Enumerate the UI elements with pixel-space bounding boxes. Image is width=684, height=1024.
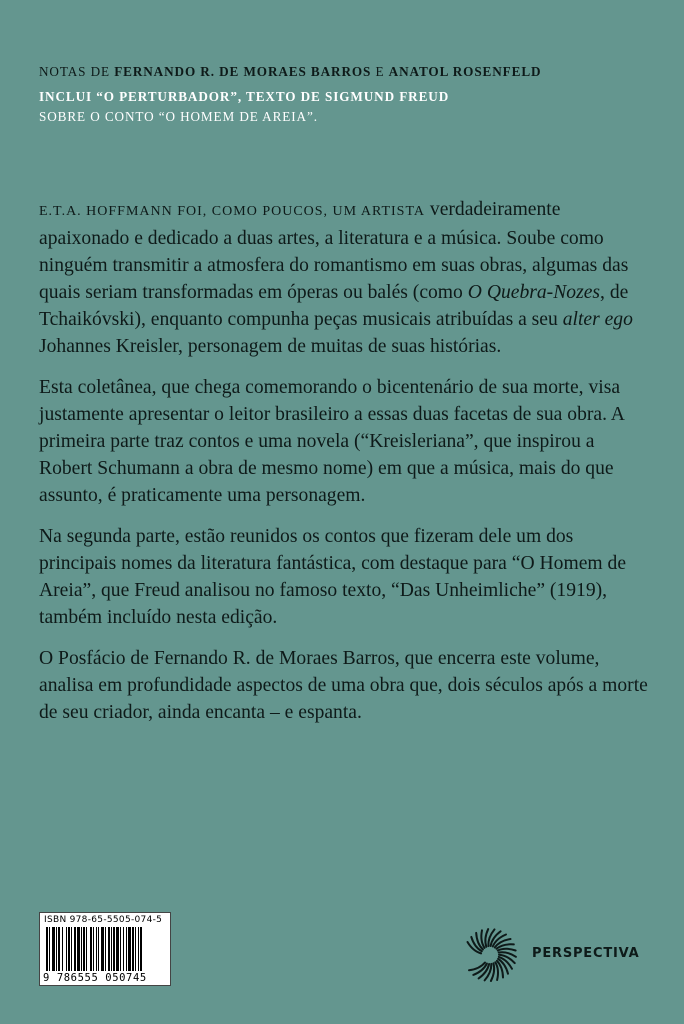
work-title-prefix: O	[467, 282, 487, 303]
blurb-text	[39, 196, 651, 740]
isbn-label: ISBN 978-65-5505-074-5	[44, 915, 163, 925]
blurb-paragraph-3: Na segunda parte, estão reunidos os contos que fizeram dele um dos principais nomes da literatura fantástica, com destaque para “O Homem de Areia”, que Freud analisou no famoso texto, “Das Unheimliche” (1919), também incluído nesta edição.	[39, 526, 627, 628]
sunburst-ray	[498, 949, 516, 951]
barcode-bar	[126, 927, 127, 971]
publisher-name: PERSPECTIVA	[532, 946, 640, 961]
barcode-bar	[71, 927, 72, 971]
includes-prefix: INCLUI	[39, 89, 93, 104]
barcode-bar	[135, 927, 136, 971]
isbn-barcode	[39, 912, 171, 986]
barcode-bar	[74, 927, 76, 971]
barcode-bar	[56, 927, 57, 971]
barcode-bar	[96, 927, 97, 971]
blurb-p1-part-c: Johannes Kreisler, personagem de muitas de suas histórias.	[39, 336, 502, 357]
barcode-bar	[46, 927, 48, 971]
blurb-p1-part-b: , de Tchaikóvski), enquanto compunha peças musicais atribuídas a seu	[39, 282, 629, 330]
sunburst-logo-icon	[460, 925, 524, 985]
notes-author-1: FERNANDO R. DE MORAES BARROS	[114, 64, 372, 79]
sunburst-ray	[481, 930, 484, 948]
includes-title: “O PERTURBADOR”, TEXTO DE SIGMUND FREUD	[96, 89, 450, 104]
barcode-bar	[62, 927, 63, 971]
blurb-paragraph-1	[39, 196, 651, 360]
publisher-logo	[460, 925, 650, 985]
blurb-paragraph-2: Esta coletânea, que chega comemorando o bicentenário de sua morte, visa justamente apresentar o leitor brasileiro a essas duas facetas de sua obra. A primeira parte traz contos e uma novela (“Kreisleriana”, que inspirou a Robert Schumann a obra de mesmo nome) em que a música, mais do que assunto, é praticamente uma personagem.	[39, 377, 624, 506]
barcode-bar	[58, 927, 60, 971]
barcode-bars	[46, 927, 166, 971]
blurb-p1-part-a: verdadeiramente apaixonado e dedicado a duas artes, a literatura e a música. Soube como ninguém transmitir a atmosfera do romantismo em suas obras, algumas das quais seriam transformadas em óperas ou balés (como	[39, 199, 629, 303]
barcode-bar	[68, 927, 70, 971]
includes-credit	[39, 87, 659, 107]
includes-subtitle: SOBRE O CONTO “O HOMEM DE AREIA”.	[39, 109, 318, 124]
barcode-bar	[49, 927, 50, 971]
barcode-bar	[123, 927, 124, 971]
notes-credit	[39, 62, 659, 82]
work-title: Quebra-Nozes	[486, 282, 601, 303]
notes-author-2: ANATOL ROSENFELD	[388, 64, 542, 79]
credits-block	[39, 62, 659, 127]
barcode-bar	[86, 927, 87, 971]
blurb-lead: E.T.A. HOFFMANN FOI, COMO POUCOS, UM ARTISTA	[39, 204, 425, 219]
barcode-bar	[98, 927, 99, 971]
barcode-bar	[90, 927, 92, 971]
barcode-bar	[138, 927, 139, 971]
blurb-paragraph-4: O Posfácio de Fernando R. de Moraes Barros, que encerra este volume, analisa em profundidade aspectos de uma obra que, dois séculos após a morte de seu criador, ainda encanta – e espanta.	[39, 648, 648, 723]
barcode-bar	[120, 927, 121, 971]
barcode-bar	[52, 927, 55, 971]
notes-conjunction: E	[375, 64, 385, 79]
alter-ego-term: alter ego	[562, 309, 633, 330]
notes-prefix: NOTAS DE	[39, 64, 110, 79]
barcode-bar	[105, 927, 106, 971]
barcode-digits: 9 786555 050745	[43, 972, 147, 984]
barcode-bar	[132, 927, 134, 971]
barcode-bar	[116, 927, 119, 971]
barcode-bar	[113, 927, 115, 971]
barcode-bar	[77, 927, 80, 971]
barcode-bar	[83, 927, 85, 971]
barcode-bar	[128, 927, 131, 971]
barcode-bar	[101, 927, 104, 971]
barcode-bar	[66, 927, 67, 971]
barcode-bar	[111, 927, 112, 971]
sunburst-ray	[495, 962, 498, 980]
barcode-bar	[93, 927, 94, 971]
barcode-bar	[108, 927, 110, 971]
barcode-bar	[140, 927, 142, 971]
barcode-bar	[81, 927, 82, 971]
